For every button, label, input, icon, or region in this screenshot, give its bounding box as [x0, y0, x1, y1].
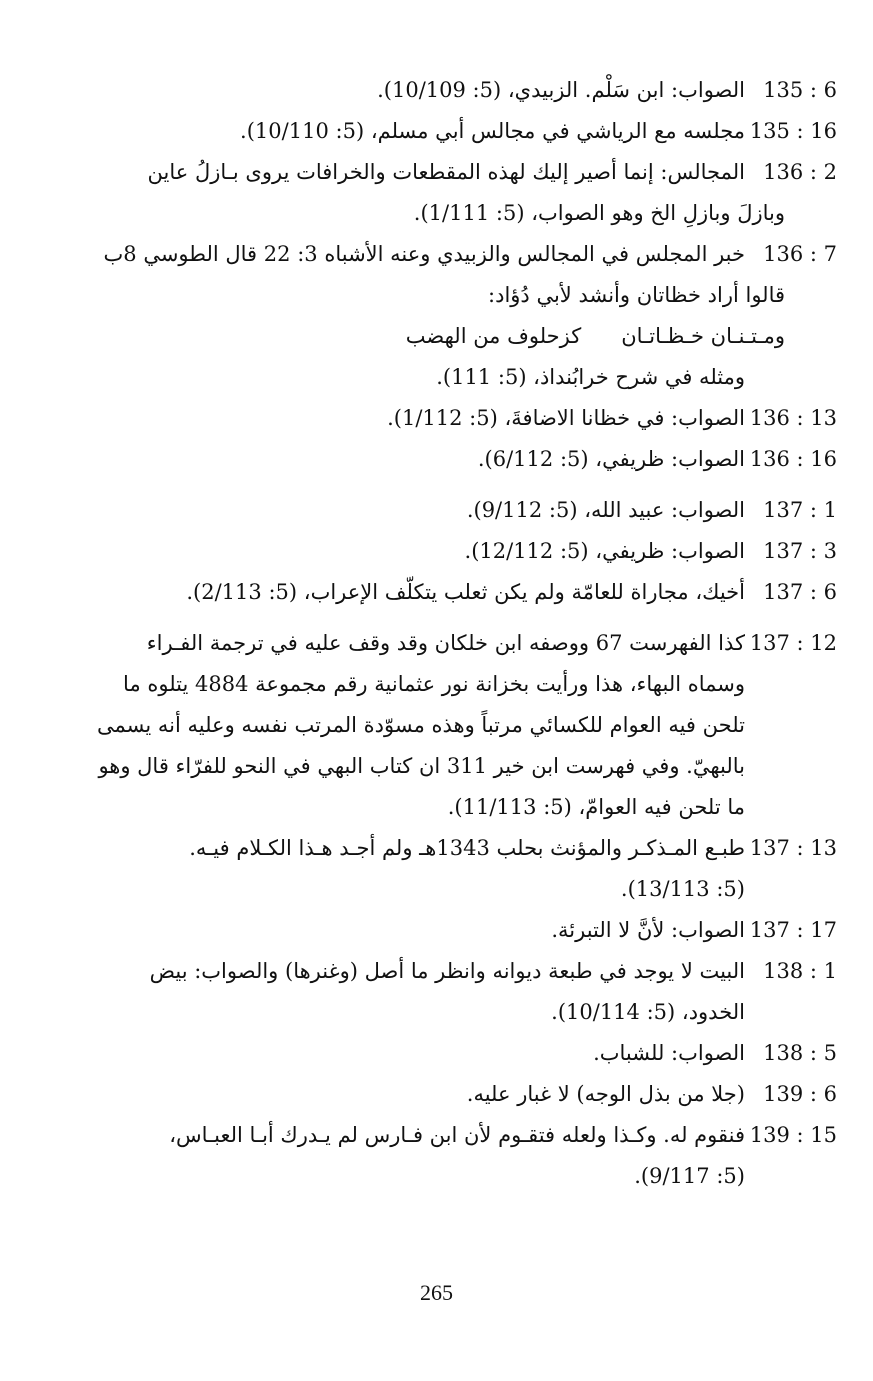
entry-text: البيت لا يوجد في طبعة ديوانه وانظر ما أصل (وغنرها) والصواب: بيض [149, 959, 745, 983]
entry-reference: 139 : 15 [749, 1123, 837, 1147]
entry-text: ومثله في شرح خرابُنداذ، (5: 111). [436, 365, 745, 389]
entry-text: بالبهيّ. وفي فهرست ابن خير 311 ان كتاب البهي في النحو للفرّاء قال وهو [98, 754, 745, 778]
entry-reference: 136 : 7 [763, 242, 837, 266]
entry-text: أخيك، مجاراة للعامّة ولم يكن ثعلب يتكلّف الإعراب، (5: 2/113). [186, 580, 745, 604]
errata-entry [92, 152, 837, 234]
entry-text: تلحن فيه العوام للكسائي مرتباً وهذه مسوّدة المرتب نفسه وعليه أنه يسمى [97, 713, 745, 737]
entry-text: فنقوم له. وكـذا ولعله فتقـوم لأن ابن فـارس لم يـدرك أبـا العبـاس، [169, 1123, 745, 1147]
errata-entry [92, 1074, 837, 1115]
entry-text: الصواب: ظريفي، (5: 12/112). [464, 539, 745, 563]
errata-entry [92, 1115, 837, 1197]
entry-reference: 136 : 13 [749, 406, 837, 430]
entry-reference: 138 : 1 [763, 959, 837, 983]
entry-text: وسماه البهاء، هذا ورأيت بخزانة نور عثمانية رقم مجموعة 4884 يتلوه ما [123, 672, 745, 696]
entry-reference: 138 : 5 [763, 1041, 837, 1065]
entry-text: المجالس: إنما أصير إليك لهذه المقطعات والخرافات يروى بـازلُ عاين [147, 160, 745, 184]
errata-entry [92, 490, 837, 531]
errata-entry [92, 951, 837, 1033]
entry-text: الخدود، (5: 10/114). [551, 1000, 745, 1024]
entry-text: ما تلحن فيه العوامّ، (5: 11/113). [447, 795, 745, 819]
verse-first-hemistich: ومـتـنـان خـظـاتـان [621, 324, 785, 348]
entry-text: الصواب: لأنَّ لا التبرئة. [551, 918, 745, 942]
entry-text: الصواب: في خظانا الاضافةَ، (5: 1/112). [387, 406, 745, 430]
errata-entry [92, 572, 837, 613]
entry-reference: 137 : 13 [749, 836, 837, 860]
entry-reference: 137 : 6 [763, 580, 837, 604]
entry-text: الصواب: ابن سَلْم. الزبيدي، (5: 10/109). [377, 78, 745, 102]
errata-entry [92, 1033, 837, 1074]
errata-entry [92, 398, 837, 439]
errata-entry [92, 111, 837, 152]
verse-second-hemistich: كزحلوف من الهضب [405, 324, 582, 348]
entry-text: (جلا من بذل الوجه) لا غبار عليه. [466, 1082, 745, 1106]
errata-entry [92, 234, 837, 398]
errata-entry [92, 439, 837, 480]
entry-text: (5: 13/113). [620, 877, 745, 901]
entry-text: مجلسه مع الرياشي في مجالس أبي مسلم، (5: 10/110). [240, 119, 745, 143]
errata-list [92, 70, 837, 1197]
entry-text: الصواب: للشباب. [593, 1041, 745, 1065]
poetry-verse [92, 316, 837, 357]
errata-entry [92, 828, 837, 910]
entry-reference: 139 : 6 [763, 1082, 837, 1106]
entry-text: الصواب: ظريفي، (5: 6/112). [477, 447, 745, 471]
entry-reference: 137 : 1 [763, 498, 837, 522]
entry-text: طبـع المـذكـر والمؤنث بحلب 1343هـ ولم أجـد هـذا الكـلام فيـه. [189, 836, 745, 860]
entry-reference: 136 : 16 [749, 447, 837, 471]
errata-entry [92, 910, 837, 951]
entry-continuation: قالوا أراد خظاتان وأنشد لأبي دُؤاد: [488, 283, 785, 307]
entry-reference: 137 : 3 [763, 539, 837, 563]
entry-reference: 135 : 6 [763, 78, 837, 102]
errata-entry [92, 623, 837, 828]
entry-text: (5: 9/117). [634, 1164, 745, 1188]
entry-reference: 137 : 17 [749, 918, 837, 942]
entry-text: الصواب: عبيد الله، (5: 9/112). [466, 498, 745, 522]
entry-text: خبر المجلس في المجالس والزبيدي وعنه الأشباه 3: 22 قال الطوسي 8ب [103, 242, 745, 266]
entry-text: كذا الفهرست 67 ووصفه ابن خلكان وقد وقف عليه في ترجمة الفـراء [146, 631, 745, 655]
entry-reference: 137 : 12 [749, 631, 837, 655]
page-number: 265 [420, 1280, 453, 1305]
entry-reference: 135 : 16 [749, 119, 837, 143]
entry-reference: 136 : 2 [763, 160, 837, 184]
entry-continuation: وبازلَ وبازلِ الخ وهو الصواب، (5: 1/111). [413, 201, 785, 225]
errata-entry [92, 70, 837, 111]
errata-entry [92, 531, 837, 572]
